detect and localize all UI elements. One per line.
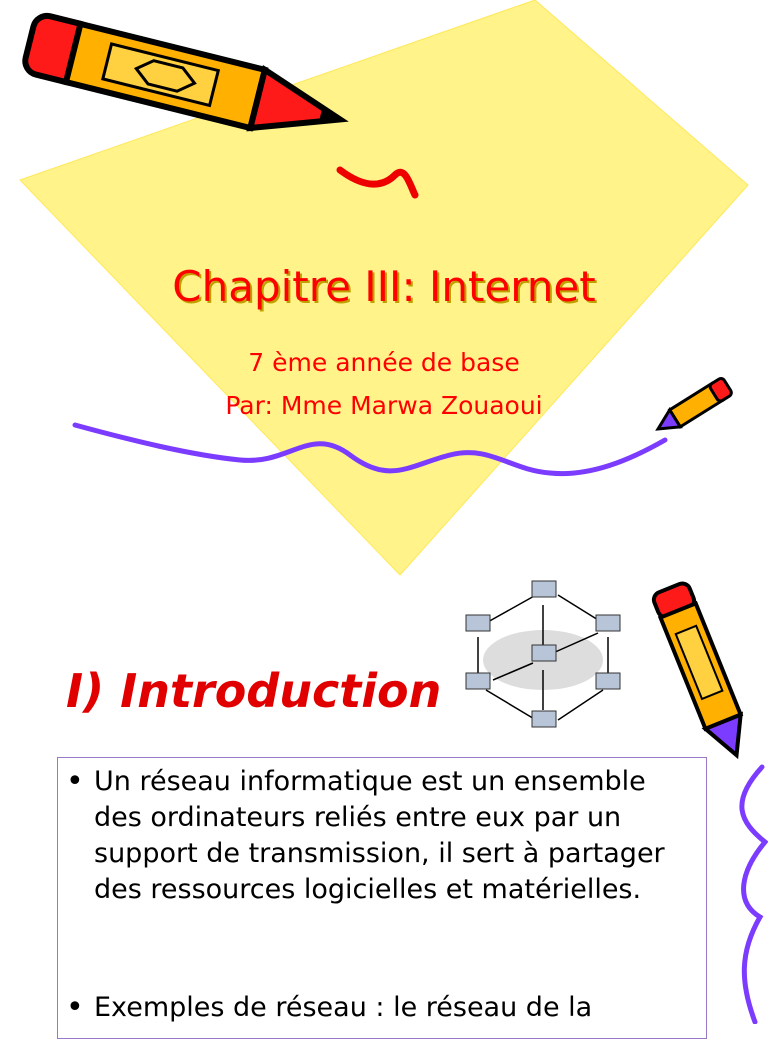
bullet-text-1: Un réseau informatique est un ensemble des ordinateurs reliés entre eux par un support de transmission, il sert à partager des ressources logicielles et matérielles. <box>94 766 665 905</box>
bullet-text-2: Exemples de réseau : le réseau de la <box>94 992 593 1023</box>
content-box <box>57 757 707 1039</box>
subtitle-author: Par: Mme Marwa Zouaoui <box>225 391 543 420</box>
subtitle-grade: 7 ème année de base <box>248 348 520 377</box>
pencil-icon <box>10 10 430 200</box>
bullet-marker: • <box>66 990 84 1025</box>
network-diagram-icon <box>458 575 638 745</box>
section-heading: I) Introduction <box>66 664 442 718</box>
slide-title: Chapitre III: Internet <box>172 262 596 311</box>
bullet-marker: • <box>66 764 84 799</box>
wave-line <box>70 415 670 495</box>
